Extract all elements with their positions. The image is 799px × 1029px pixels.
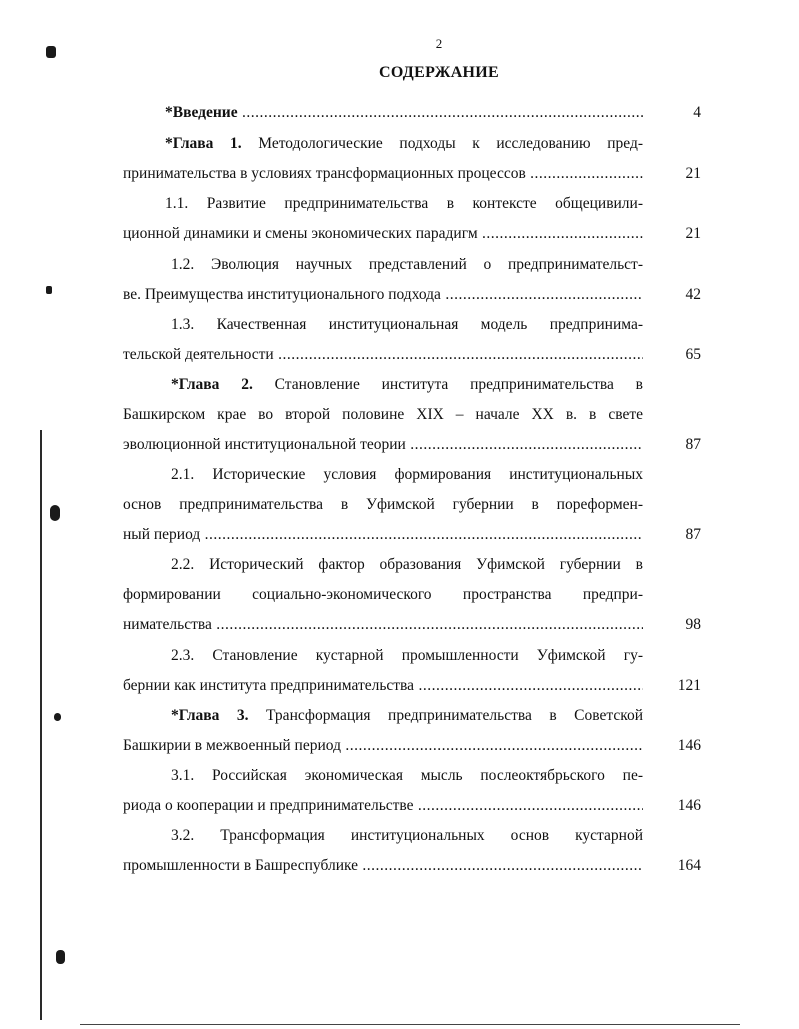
toc-page-number: 164 <box>677 857 701 874</box>
toc-entry-bold-label: *Глава 2. <box>171 376 253 393</box>
toc-line: принимательства в условиях трансформационных процессов ..... <box>123 161 643 187</box>
toc-page-number: 146 <box>677 797 701 814</box>
toc-line: Башкирском крае во второй половине XIX – начале XX в. в свете <box>123 406 643 423</box>
toc-line: 2.2. Исторический фактор образования Уфимской губернии в <box>171 556 643 573</box>
toc-page-number: 42 <box>685 286 701 303</box>
toc-line: нимательства ..... <box>123 612 643 638</box>
toc-page-number: 21 <box>685 165 701 182</box>
toc-page-number: 4 <box>693 104 701 121</box>
toc-line: Башкирии в межвоенный период ..... <box>123 733 643 759</box>
toc-line: тельской деятельности ..... <box>123 342 643 368</box>
toc-line: формировании социально-экономического пространства предпри- <box>123 586 643 603</box>
scan-mark-top-left <box>46 46 56 58</box>
toc-page-number: 21 <box>685 225 701 242</box>
toc-line: 1.3. Качественная институциональная модель предпринима- <box>171 316 643 333</box>
toc-entry-bold-label: *Глава 3. <box>171 707 249 724</box>
toc-page-number: 146 <box>677 737 701 754</box>
toc-line: бернии как института предпринимательства ..... <box>123 673 643 699</box>
scan-mark-left <box>54 713 61 721</box>
scan-bottom-line <box>80 1024 740 1025</box>
scan-mark-left <box>46 286 52 294</box>
toc-line: *Глава 2. Становление института предпринимательства в <box>171 376 643 393</box>
toc-page-number: 65 <box>685 346 701 363</box>
scan-mark-left <box>50 505 60 521</box>
page-title: СОДЕРЖАНИЕ <box>378 64 500 81</box>
toc-line: *Глава 3. Трансформация предпринимательства в Советской <box>171 707 643 724</box>
toc-line: *Глава 1. Методологические подходы к исследованию пред- <box>165 135 643 152</box>
toc-line: 1.2. Эволюция научных представлений о предпринимательст- <box>171 256 643 273</box>
toc-page-number: 121 <box>677 677 701 694</box>
toc-line: ве. Преимущества институционального подхода ..... <box>123 282 643 308</box>
toc-line: ционной динамики и смены экономических парадигм ..... <box>123 221 643 247</box>
toc-line: основ предпринимательства в Уфимской губернии в пореформен- <box>123 496 643 513</box>
toc-page-number: 87 <box>685 526 701 543</box>
toc-page-number: 87 <box>685 436 701 453</box>
toc-line: ный период ..... <box>123 522 643 548</box>
scan-left-edge-line <box>40 430 42 1020</box>
toc-entry-bold-label: *Введение <box>165 104 238 121</box>
toc-page-number: 98 <box>685 616 701 633</box>
toc-line: промышленности в Башреспублике ..... <box>123 853 643 879</box>
toc-line: 3.2. Трансформация институциональных основ кустарной <box>171 827 643 844</box>
toc-line: эволюционной институциональной теории ..... <box>123 432 643 458</box>
toc-line: 1.1. Развитие предпринимательства в контексте общецивили- <box>165 195 643 212</box>
scan-mark-left <box>56 950 65 964</box>
toc-line: риода о кооперации и предпринимательстве ..... <box>123 793 643 819</box>
page-number: 2 <box>435 36 443 51</box>
toc-line: 2.3. Становление кустарной промышленности Уфимской гу- <box>171 647 643 664</box>
toc-line <box>123 100 643 126</box>
toc-line: 3.1. Российская экономическая мысль послеоктябрьского пе- <box>171 767 643 784</box>
toc-line: 2.1. Исторические условия формирования институциональных <box>171 466 643 483</box>
toc-entry-bold-label: *Глава 1. <box>165 135 242 152</box>
